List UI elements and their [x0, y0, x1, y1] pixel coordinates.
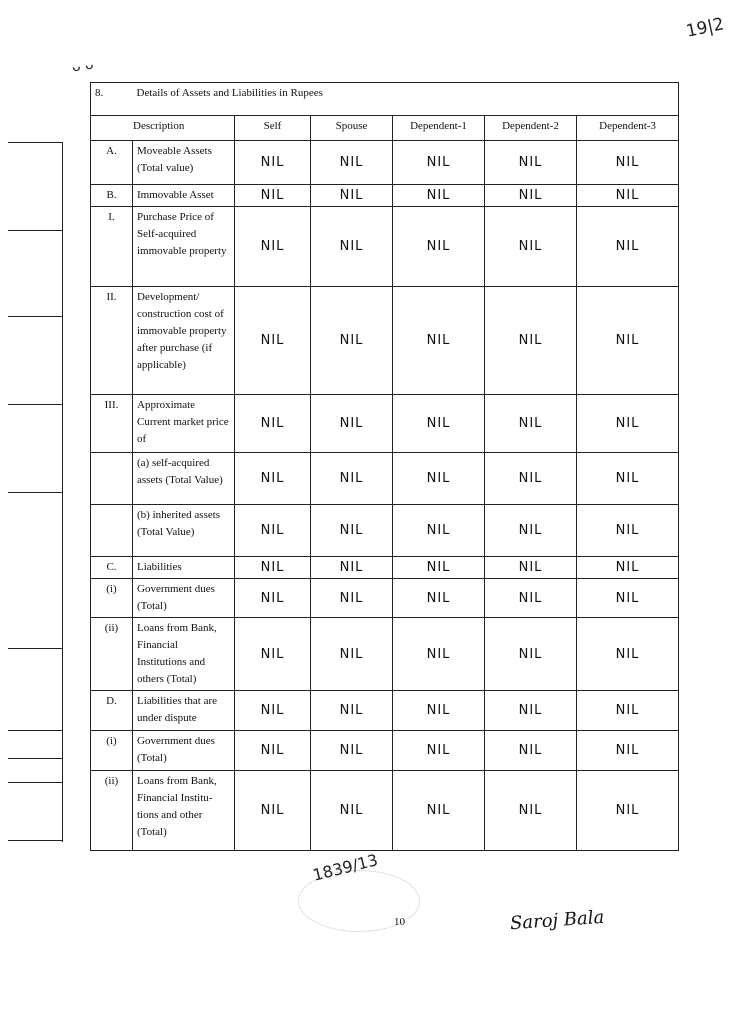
value-cell: NIL	[235, 691, 311, 731]
table-row	[91, 141, 679, 185]
value-cell: NIL	[311, 395, 393, 453]
value-cell: NIL	[393, 771, 485, 851]
left-edge-tick	[8, 782, 62, 783]
value-cell: NIL	[311, 731, 393, 771]
value-cell: NIL	[235, 579, 311, 618]
table-row	[91, 505, 679, 557]
value-cell: NIL	[311, 579, 393, 618]
row-description: Development/ construction cost of immovable property after purchase (if applicable)	[133, 287, 235, 395]
value-cell: NIL	[485, 691, 577, 731]
header-spouse: Spouse	[311, 116, 393, 141]
header-dependent-3: Dependent-3	[577, 116, 679, 141]
value-cell: NIL	[485, 579, 577, 618]
value-cell: NIL	[235, 731, 311, 771]
value-cell: NIL	[311, 771, 393, 851]
value-cell: NIL	[577, 618, 679, 691]
value-cell: NIL	[235, 771, 311, 851]
value-cell: NIL	[485, 731, 577, 771]
table-row	[91, 771, 679, 851]
value-cell: NIL	[235, 557, 311, 579]
value-cell: NIL	[393, 505, 485, 557]
value-cell: NIL	[393, 579, 485, 618]
left-edge-tick	[8, 316, 62, 317]
page-number: 10	[394, 916, 405, 928]
row-code: (ii)	[91, 771, 133, 851]
value-cell: NIL	[393, 731, 485, 771]
value-cell: NIL	[235, 141, 311, 185]
table-row	[91, 691, 679, 731]
value-cell: NIL	[235, 207, 311, 287]
value-cell: NIL	[577, 771, 679, 851]
value-cell: NIL	[577, 207, 679, 287]
left-edge-line	[62, 142, 63, 842]
value-cell: NIL	[393, 287, 485, 395]
assets-liabilities-table	[90, 82, 679, 851]
value-cell: NIL	[485, 207, 577, 287]
value-cell: NIL	[311, 557, 393, 579]
value-cell: NIL	[577, 395, 679, 453]
row-description: Moveable Assets (Total value)	[133, 141, 235, 185]
value-cell: NIL	[311, 505, 393, 557]
row-code: D.	[91, 691, 133, 731]
table-row	[91, 579, 679, 618]
row-code: II.	[91, 287, 133, 395]
row-description: (a) self-acquired assets (Total Value)	[133, 453, 235, 505]
value-cell: NIL	[577, 185, 679, 207]
row-description: Approximate Current market price of	[133, 395, 235, 453]
row-code: III.	[91, 395, 133, 453]
value-cell: NIL	[577, 579, 679, 618]
value-cell: NIL	[485, 557, 577, 579]
table-row	[91, 185, 679, 207]
value-cell: NIL	[235, 395, 311, 453]
signature: Saroj Bala	[509, 906, 605, 935]
value-cell: NIL	[577, 691, 679, 731]
value-cell: NIL	[235, 505, 311, 557]
value-cell: NIL	[235, 185, 311, 207]
value-cell: NIL	[393, 453, 485, 505]
handwritten-number: 1839/13	[310, 850, 380, 885]
value-cell: NIL	[485, 287, 577, 395]
row-description: Government dues (Total)	[133, 731, 235, 771]
value-cell: NIL	[311, 618, 393, 691]
row-description: Liabilities that are under dispute	[133, 691, 235, 731]
table-row	[91, 453, 679, 505]
section-title-row	[91, 83, 679, 116]
table-row	[91, 287, 679, 395]
value-cell: NIL	[577, 557, 679, 579]
value-cell: NIL	[393, 207, 485, 287]
value-cell: NIL	[311, 141, 393, 185]
value-cell: NIL	[485, 771, 577, 851]
left-edge-tick	[8, 758, 62, 759]
value-cell: NIL	[393, 691, 485, 731]
value-cell: NIL	[577, 287, 679, 395]
row-description: Loans from Bank, Financial Institutions and others (Total)	[133, 618, 235, 691]
left-edge-tick	[8, 730, 62, 731]
value-cell: NIL	[311, 691, 393, 731]
value-cell: NIL	[485, 141, 577, 185]
table-row	[91, 618, 679, 691]
left-edge-tick	[8, 142, 62, 143]
table-row	[91, 207, 679, 287]
value-cell: NIL	[311, 185, 393, 207]
row-code	[91, 453, 133, 505]
value-cell: NIL	[485, 395, 577, 453]
row-description: Purchase Price of Self-acquired immovable property	[133, 207, 235, 287]
row-description: Loans from Bank, Financial Institu- tions and other (Total)	[133, 771, 235, 851]
value-cell: NIL	[311, 453, 393, 505]
handwritten-scribble: ᴗ ᴗ	[70, 56, 95, 76]
header-row	[91, 116, 679, 141]
value-cell: NIL	[485, 453, 577, 505]
value-cell: NIL	[577, 505, 679, 557]
header-dependent-2: Dependent-2	[485, 116, 577, 141]
table-row	[91, 557, 679, 579]
left-edge-tick	[8, 840, 62, 841]
row-code: (i)	[91, 731, 133, 771]
section-title: Details of Assets and Liabilities in Rupees	[133, 83, 679, 116]
value-cell: NIL	[393, 618, 485, 691]
row-description: Liabilities	[133, 557, 235, 579]
row-description: (b) inherited assets (Total Value)	[133, 505, 235, 557]
value-cell: NIL	[485, 185, 577, 207]
handwritten-corner-note: 19|2	[684, 14, 726, 42]
value-cell: NIL	[577, 731, 679, 771]
table-row	[91, 395, 679, 453]
left-edge-tick	[8, 492, 62, 493]
value-cell: NIL	[311, 207, 393, 287]
left-edge-tick	[8, 230, 62, 231]
left-edge-tick	[8, 404, 62, 405]
value-cell: NIL	[577, 141, 679, 185]
value-cell: NIL	[485, 505, 577, 557]
section-number: 8.	[91, 83, 133, 116]
row-description: Government dues (Total)	[133, 579, 235, 618]
value-cell: NIL	[485, 618, 577, 691]
value-cell: NIL	[311, 287, 393, 395]
left-edge-tick	[8, 648, 62, 649]
row-code: (i)	[91, 579, 133, 618]
value-cell: NIL	[393, 141, 485, 185]
value-cell: NIL	[393, 557, 485, 579]
value-cell: NIL	[393, 395, 485, 453]
row-code: A.	[91, 141, 133, 185]
table-row	[91, 731, 679, 771]
row-code: (ii)	[91, 618, 133, 691]
row-code: B.	[91, 185, 133, 207]
value-cell: NIL	[393, 185, 485, 207]
value-cell: NIL	[235, 287, 311, 395]
header-description: Description	[91, 116, 235, 141]
value-cell: NIL	[235, 618, 311, 691]
value-cell: NIL	[235, 453, 311, 505]
row-code: I.	[91, 207, 133, 287]
row-description: Immovable Asset	[133, 185, 235, 207]
row-code	[91, 505, 133, 557]
value-cell: NIL	[577, 453, 679, 505]
header-self: Self	[235, 116, 311, 141]
header-dependent-1: Dependent-1	[393, 116, 485, 141]
row-code: C.	[91, 557, 133, 579]
